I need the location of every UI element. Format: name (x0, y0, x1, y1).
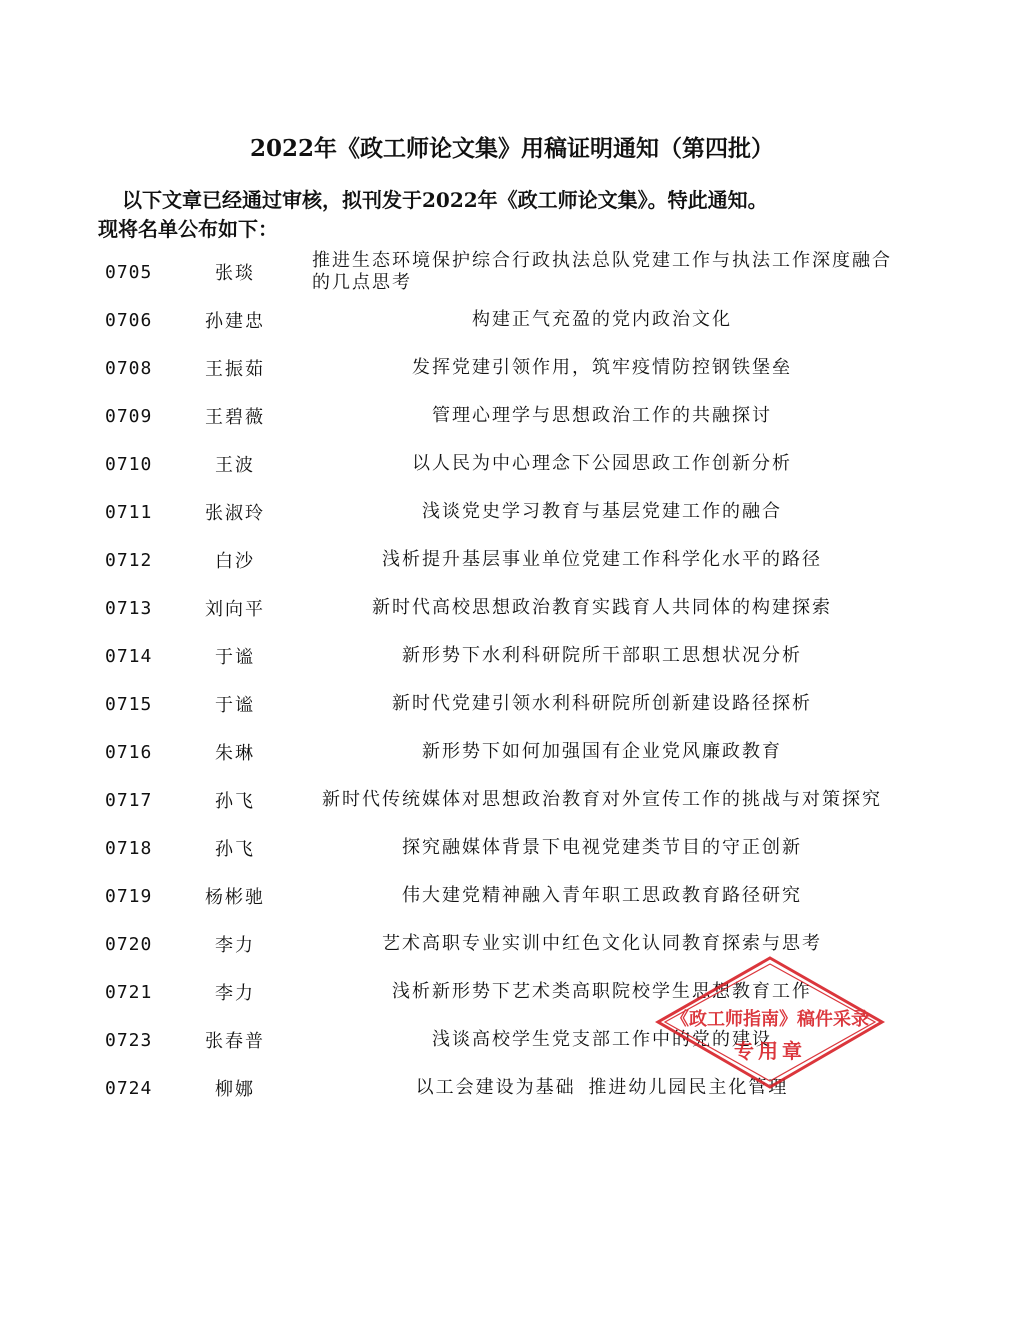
page-title: 2022年《政工师论文集》用稿证明通知（第四批） (249, 135, 774, 162)
entry-code: 0717 (105, 789, 153, 811)
entry-article-title: 浅谈高校学生党支部工作中的党的建设 (432, 1029, 772, 1050)
entry-article-title: 浅析提升基层事业单位党建工作科学化水平的路径 (382, 549, 822, 570)
entry-code: 0716 (105, 741, 153, 763)
entry-author: 于谧 (215, 695, 255, 716)
list-item (0, 296, 1024, 344)
seal-bottom-text: 专用章 (734, 1039, 806, 1063)
entry-code: 0714 (105, 645, 153, 667)
entry-author: 李力 (215, 983, 255, 1004)
list-item (0, 536, 1024, 584)
entry-code: 0718 (105, 837, 153, 859)
list-item (0, 1064, 1024, 1112)
list-item (0, 1016, 1024, 1064)
entry-author: 于谧 (215, 647, 255, 668)
list-item (0, 248, 1024, 296)
entry-author: 李力 (215, 935, 255, 956)
list-item (0, 824, 1024, 872)
entry-author: 杨彬驰 (205, 887, 265, 908)
entry-article-title: 新时代传统媒体对思想政治教育对外宣传工作的挑战与对策探究 (322, 789, 882, 810)
entry-code: 0711 (105, 501, 153, 523)
list-item (0, 728, 1024, 776)
entry-code: 0720 (105, 933, 153, 955)
entry-article-title: 艺术高职专业实训中红色文化认同教育探索与思考 (382, 933, 822, 954)
list-item (0, 344, 1024, 392)
intro-line-2: 现将名单公布如下： (98, 217, 278, 241)
entry-code: 0706 (105, 309, 153, 331)
entry-author: 张春普 (205, 1031, 265, 1052)
entry-code: 0709 (105, 405, 153, 427)
entry-author: 孙飞 (215, 839, 255, 860)
intro-paragraph (98, 186, 898, 244)
entry-author: 王振茹 (205, 359, 265, 380)
entry-author: 张琰 (215, 263, 255, 284)
entry-author: 孙建忠 (205, 311, 265, 332)
entry-author: 孙飞 (215, 791, 255, 812)
entry-author: 柳娜 (215, 1079, 255, 1100)
entry-author: 王碧薇 (205, 407, 265, 428)
list-item (0, 776, 1024, 824)
entry-article-title: 以工会建设为基础 推进幼儿园民主化管理 (415, 1077, 789, 1098)
entry-author: 刘向平 (205, 599, 265, 620)
entry-code: 0721 (105, 981, 153, 1003)
entry-article-title: 新时代高校思想政治教育实践育人共同体的构建探索 (372, 597, 832, 618)
entry-code: 0724 (105, 1077, 153, 1099)
seal-top-text: 《政工师指南》稿件采录 (671, 1009, 869, 1030)
list-item (0, 680, 1024, 728)
article-list (0, 248, 1024, 1112)
entry-article-title: 发挥党建引领作用，筑牢疫情防控钢铁堡垒 (412, 357, 792, 378)
entry-article-title: 推进生态环境保护综合行政执法总队党建工作与执法工作深度融合的几点思考 (312, 250, 892, 293)
entry-code: 0723 (105, 1029, 153, 1051)
list-item (0, 488, 1024, 536)
intro-line-1: 以下文章已经通过审核，拟刊发于2022年《政工师论文集》。特此通知。 (122, 188, 768, 212)
entry-article-title: 新形势下水利科研院所干部职工思想状况分析 (402, 645, 802, 666)
entry-article-title: 新形势下如何加强国有企业党风廉政教育 (422, 741, 782, 762)
entry-article-title: 构建正气充盈的党内政治文化 (472, 309, 732, 330)
entry-code: 0713 (105, 597, 153, 619)
list-item (0, 920, 1024, 968)
entry-author: 王波 (215, 455, 255, 476)
entry-article-title: 管理心理学与思想政治工作的共融探讨 (432, 405, 772, 426)
list-item (0, 392, 1024, 440)
entry-code: 0708 (105, 357, 153, 379)
entry-article-title: 浅析新形势下艺术类高职院校学生思想教育工作 (392, 981, 812, 1002)
list-item (0, 968, 1024, 1016)
list-item (0, 632, 1024, 680)
entry-author: 张淑玲 (205, 503, 265, 524)
list-item (0, 440, 1024, 488)
entry-article-title: 伟大建党精神融入青年职工思政教育路径研究 (402, 885, 802, 906)
entry-author: 白沙 (215, 551, 255, 572)
entry-code: 0710 (105, 453, 153, 475)
entry-code: 0719 (105, 885, 153, 907)
entry-author: 朱琳 (215, 743, 255, 764)
entry-article-title: 浅谈党史学习教育与基层党建工作的融合 (422, 501, 782, 522)
entry-article-title: 以人民为中心理念下公园思政工作创新分析 (412, 453, 792, 474)
entry-code: 0715 (105, 693, 153, 715)
list-item (0, 584, 1024, 632)
entry-code: 0712 (105, 549, 153, 571)
entry-article-title: 探究融媒体背景下电视党建类节目的守正创新 (402, 837, 802, 858)
entry-article-title: 新时代党建引领水利科研院所创新建设路径探析 (392, 693, 812, 714)
list-item (0, 872, 1024, 920)
entry-code: 0705 (105, 261, 153, 283)
